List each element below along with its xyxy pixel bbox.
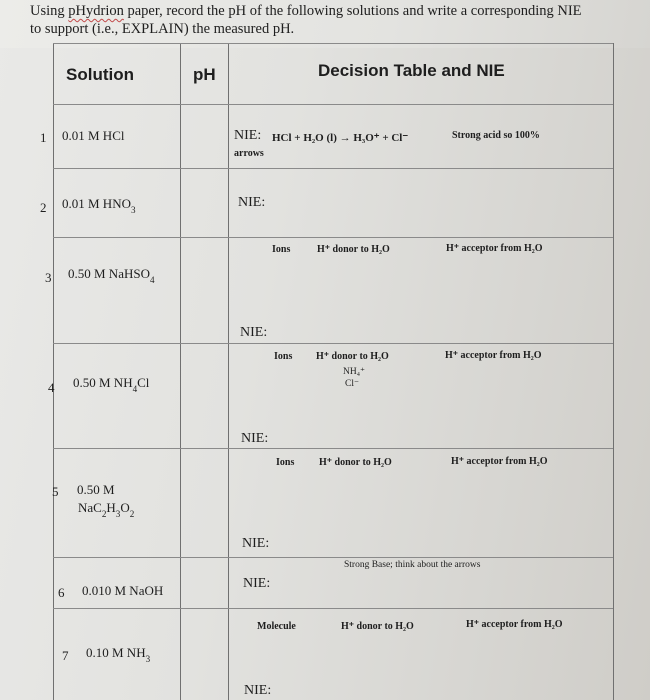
row-2-col-acceptor: H⁺ acceptor from H₂O <box>446 243 543 254</box>
row-4-col-donor: H⁺ donor to H₂O <box>319 457 392 468</box>
row-6-col-donor: H⁺ donor to H₂O <box>341 621 414 632</box>
row-4-solution: 0.50 M $NH_4Cl$ <box>73 375 150 394</box>
row-2-number: 2 <box>40 200 47 215</box>
row-6-col-molecule: Molecule <box>257 621 296 632</box>
header-decision-table: Decision Table and NIE <box>318 61 505 80</box>
row-3-col-donor: H⁺ donor to H₂O <box>316 351 389 362</box>
row-1-note-continued: arrows <box>234 148 264 159</box>
row-4-col-ions: Ions <box>276 457 295 468</box>
row-5-nie-label: NIE: <box>242 536 270 551</box>
row-7-solution: 0.10 M $NH_3$ <box>86 645 151 664</box>
row-6-number: 6 <box>58 585 65 600</box>
brand-name: pHydrion <box>68 3 124 19</box>
row-2-col-donor: H⁺ donor to H₂O <box>317 244 390 255</box>
row-4-number: 4 <box>48 380 55 395</box>
row-3-ion-chloride: Cl⁻ <box>345 379 359 389</box>
row-1-note: Strong acid so 100% <box>452 130 540 141</box>
row-2-solution: 0.01 M $HNO_3$ <box>62 196 136 215</box>
row-5-note: Strong Base; think about the arrows <box>344 560 481 570</box>
row-7-nie-label: NIE: <box>244 683 272 698</box>
row-7-number: 7 <box>62 648 69 663</box>
row-1-solution: 0.01 M HCl <box>62 128 125 143</box>
row-3-col-ions: Ions <box>274 351 293 362</box>
table-right-border <box>613 43 614 700</box>
row-3-number: 3 <box>45 270 52 285</box>
table-top-border <box>53 43 613 44</box>
header-bottom-border <box>53 104 613 105</box>
row-4-bottom <box>53 448 613 449</box>
row-5-bottom <box>53 557 613 558</box>
row-1-nie-label: NIE: <box>234 128 262 143</box>
instructions-line-1: Using pHydrion paper, record the pH of the following solutions and write a corresponding NIE <box>30 3 582 19</box>
instructions-line-2: to support (i.e., EXPLAIN) the measured pH. <box>30 21 295 37</box>
row-2-bottom <box>53 237 613 238</box>
row-1-number: 1 <box>40 130 47 145</box>
header-ph: pH <box>193 65 216 84</box>
row-5-number: 5 <box>52 484 59 499</box>
table-left-border <box>53 43 54 700</box>
row-5-solution-line-2: $NaC_2H_3O_2$ <box>78 500 135 519</box>
row-1-bottom <box>53 168 613 169</box>
row-3-bottom <box>53 343 613 344</box>
row-6-solution: 0.010 M NaOH <box>82 583 164 598</box>
col-divider-ph-decision <box>228 43 229 700</box>
row-5-solution-line-1: 0.50 M <box>77 482 115 497</box>
row-1-equation: HCl + H₂O (l) → H₃O⁺ + Cl⁻ <box>272 132 409 144</box>
row-2-col-ions: Ions <box>272 244 291 255</box>
row-3-col-acceptor: H⁺ acceptor from H₂O <box>445 350 542 361</box>
row-3-solution: 0.50 M NaHSO$_4$ <box>68 266 155 285</box>
row-4-col-acceptor: H⁺ acceptor from H₂O <box>451 456 548 467</box>
row-3-ion-ammonium: NH₄⁺ <box>343 367 366 377</box>
col-divider-solution-ph <box>180 43 181 700</box>
row-3-nie-label: NIE: <box>240 325 268 340</box>
row-6-bottom <box>53 608 613 609</box>
row-6-nie-label: NIE: <box>243 576 271 591</box>
row-2-nie-label: NIE: <box>238 195 266 210</box>
row-6-col-acceptor: H⁺ acceptor from H₂O <box>466 619 563 630</box>
header-solution: Solution <box>66 65 134 84</box>
row-4-nie-label: NIE: <box>241 431 269 446</box>
